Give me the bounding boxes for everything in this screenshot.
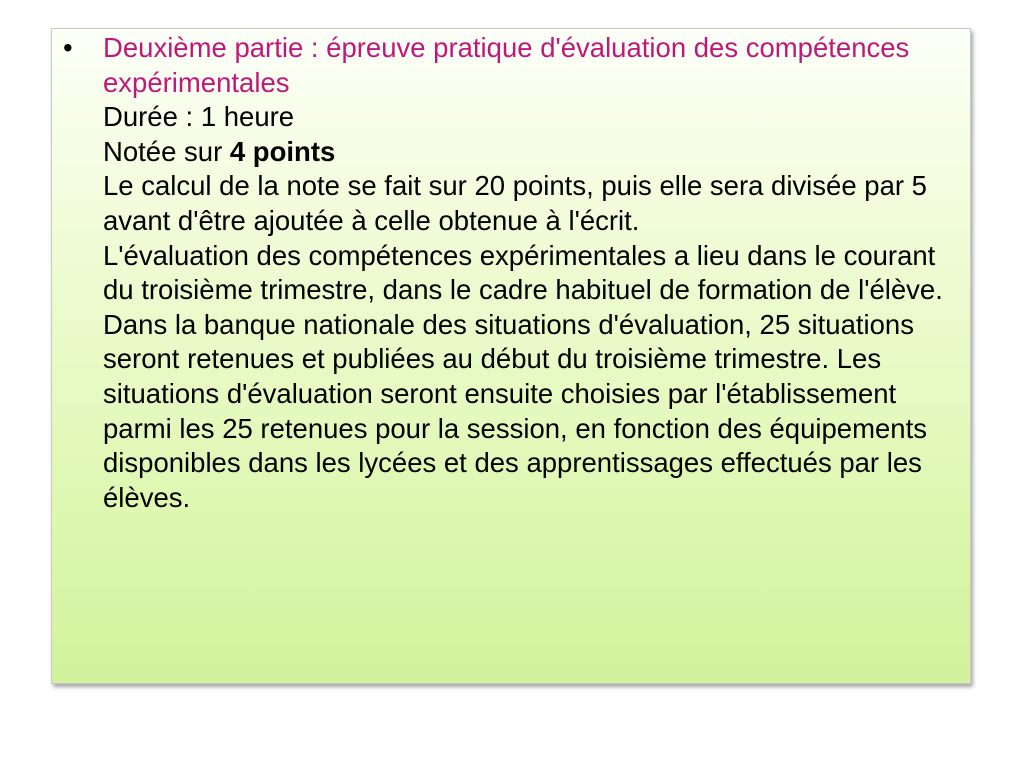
bullet-content — [103, 31, 971, 515]
grading-points: 4 points — [229, 135, 336, 167]
text-box — [51, 28, 971, 684]
timing-paragraph: L'évaluation des compétences expérimentales a lieu dans le courant du troisième trimestre, dans le cadre habituel de formation de l'élève. — [103, 239, 943, 306]
duration-text: Durée : 1 heure — [103, 101, 295, 133]
section-heading: Deuxième partie : épreuve pratique d'évaluation des compétences expérimentales — [103, 32, 910, 98]
bullet-point-icon: • — [63, 32, 73, 63]
grading-prefix: Notée sur — [103, 135, 230, 167]
grading-line — [103, 135, 971, 170]
bank-paragraph: Dans la banque nationale des situations d'évaluation, 25 situations seront retenues et publiées au début du troisième trimestre. Les situations d'évaluation seront ensuite choisies par l'établissement parmi les 25 retenues pour la session, en fonction des équipements disponibles dans les lycées et des apprentissages effectués par les élèves. — [103, 308, 927, 513]
calculation-paragraph: Le calcul de la note se fait sur 20 points, puis elle sera divisée par 5 avant d'être ajoutée à celle obtenue à l'écrit. — [103, 170, 927, 236]
bullet-item — [63, 31, 968, 515]
